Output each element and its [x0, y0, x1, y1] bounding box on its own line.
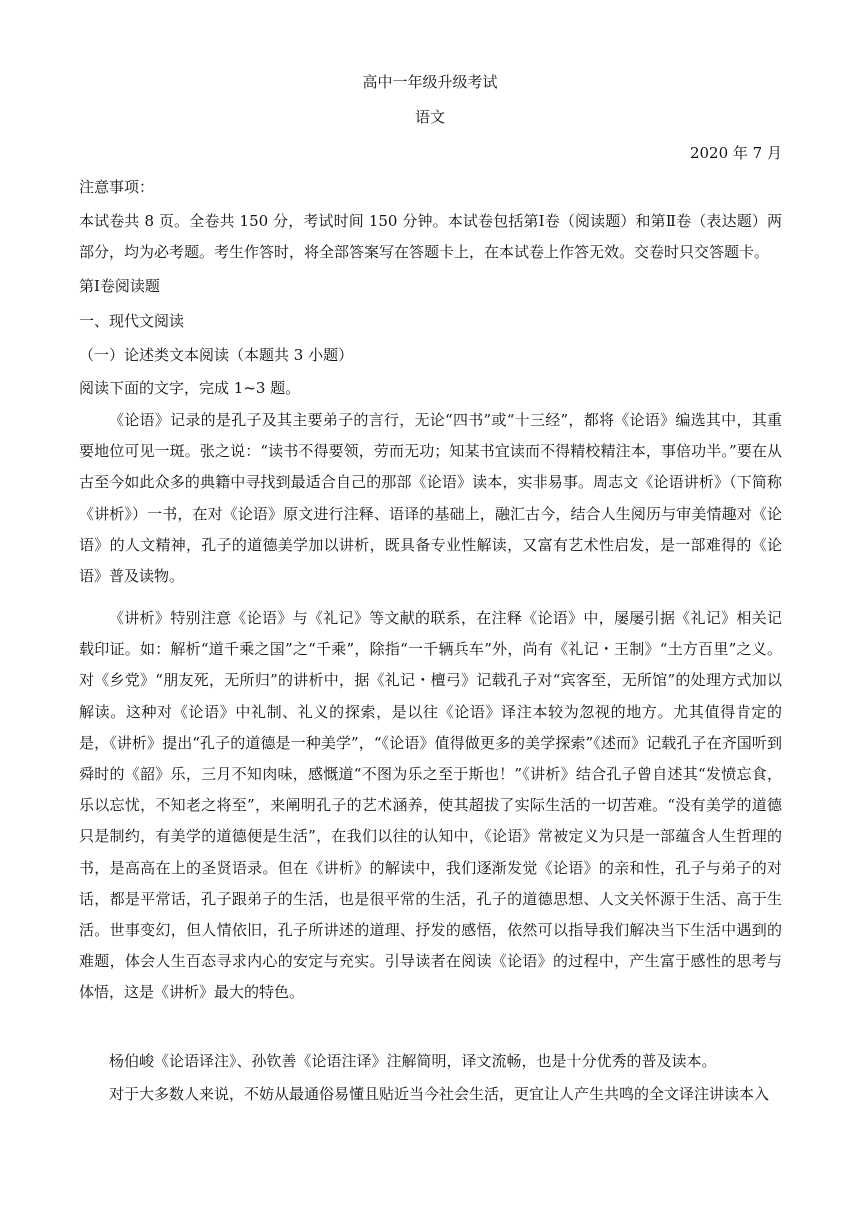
subject-title: 语文 [414, 108, 445, 126]
volume-heading: 第Ⅰ卷阅读题 [79, 277, 160, 295]
passage-paragraph-4: 对于大多数人来说，不妨从最通俗易懂且贴近当今社会生活，更宜让人产生共鸣的全文译注讲读本入 [109, 1085, 770, 1103]
part-heading: 一、现代文阅读 [79, 312, 185, 330]
passage-paragraph-3: 杨伯峻《论语译注》、孙钦善《论语注译》注解简明，译文流畅，也是十分优秀的普及读本。 [109, 1052, 717, 1070]
notice-text: 本试卷共 8 页。全卷共 150 分，考试时间 150 分钟。本试卷包括第Ⅰ卷（阅读题）和第Ⅱ卷（表达题）两部分，均为必考题。考生作答时，将全部答案写在答题卡上，在本试卷上作答无效。交卷时只交答题卡。 [79, 212, 782, 262]
exam-title: 高中一年级升级考试 [362, 73, 498, 91]
passage-paragraph-2: 《讲析》特别注意《论语》与《礼记》等文献的联系，在注释《论语》中，屡屡引据《礼记》相关记载印证。如：解析“道千乘之国”之“千乘”，除指“一千辆兵车”外，尚有《礼记・王制》“土方百里”之义。对《乡党》“朋友死，无所归”的讲析中，据《礼记・檀弓》记载孔子对“宾客至，无所馆”的处理方式加以解读。这种对《论语》中礼制、礼义的探索，是以往《论语》译注本较为忽视的地方。尤其值得肯定的是，《讲析》提出“孔子的道德是一种美学”，“《论语》值得做更多的美学探索”《述而》记载孔子在齐国听到舜时的《韶》乐，三月不知肉味，感慨道“不图为乐之至于斯也！”《讲析》结合孔子曾自述其“发愤忘食，乐以忘忧，不知老之将至”，来阐明孔子的艺术涵养，使其超拔了实际生活的一切苦难。“没有美学的道德只是制约，有美学的道德便是生活”，在我们以往的认知中，《论语》常被定义为只是一部蕴含人生哲理的书，是高高在上的圣贤语录。但在《讲析》的解读中，我们逐渐发觉《论语》的亲和性，孔子与弟子的对话，都是平常话，孔子跟弟子的生活，也是很平常的生活，孔子的道德思想、人文关怀源于生活、高于生活。世事变幻，但人情依旧，孔子所讲述的道理、抒发的感悟，依然可以指导我们解决当下生活中遇到的难题，体会人生百态寻求内心的安定与充实。引导读者在阅读《论语》的过程中，产生富于感性的思考与体悟，这是《讲析》最大的特色。 [79, 609, 782, 1002]
passage-paragraph-1: 《论语》记录的是孔子及其主要弟子的言行，无论“四书”或“十三经”，都将《论语》编选其中，其重要地位可见一斑。张之说：“读书不得要领，劳而无功；知某书宜读而不得精校精注本，事倍功半。”要在从古至今如此众多的典籍中寻找到最适合自己的那部《论语》读本，实非易事。周志文《论语讲析》（下简称《讲析》）一书，在对《论语》原文进行注释、语译的基础上，融汇古今，结合人生阅历与审美情趣对《论语》的人文精神，孔子的道德美学加以讲析，既具备专业性解读，又富有艺术性启发，是一部难得的《论语》普及读物。 [79, 411, 782, 586]
reading-instruction: 阅读下面的文字，完成 1~3 题。 [79, 379, 301, 397]
notice-label: 注意事项： [79, 178, 155, 196]
exam-date: 2020 年 7 月 [689, 144, 782, 162]
subpart-heading: （一）论述类文本阅读（本题共 3 小题） [79, 346, 354, 364]
